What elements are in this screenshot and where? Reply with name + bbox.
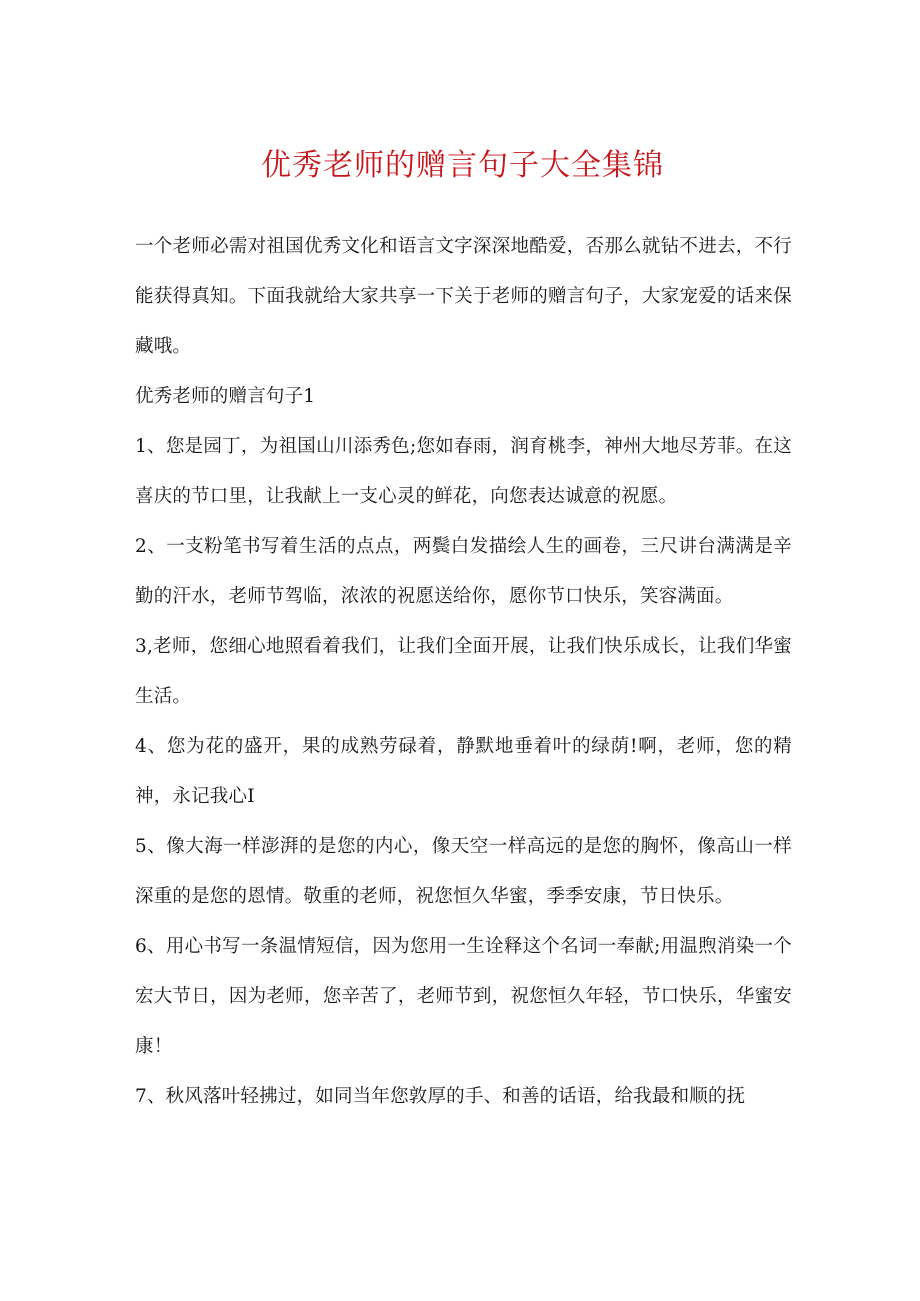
list-item-6: 6、用心书写一条温情短信，因为您用一生诠释这个名词一奉献;用温煦消染一个宏大节日，因为老师，您辛苦了，老师节到，祝您恒久年轻，节口快乐，华蜜安康！	[135, 936, 792, 1057]
page-title: 优秀老师的赠言句子大全集锦	[261, 148, 664, 183]
section-heading-1: 优秀老师的赠言句子1	[135, 386, 316, 407]
list-item-7: 7、秋风落叶轻拂过，如同当年您敦厚的手、和善的话语，给我最和顺的抚	[135, 1086, 746, 1107]
paragraph-intro: 一个老师必需对祖国优秀文化和语言文字深深地酷爱，否那么就钻不进去，不行能获得真知。下面我就给大家共享一下关于老师的赠言句子，大家宠爱的话来保藏哦。	[135, 236, 792, 357]
list-item-3: 3,老师，您细心地照看着我们，让我们全面开展，让我们快乐成长，让我们华蜜生活。	[135, 636, 792, 707]
list-item-1: 1、您是园丁，为祖国山川添秀色;您如春雨，润育桃李，神州大地尽芳菲。在这喜庆的节口里，让我献上一支心灵的鲜花，向您表达诚意的祝愿。	[135, 436, 792, 507]
list-item-4: 4、您为花的盛开，果的成熟劳碌着，静默地垂着叶的绿荫!啊，老师，您的精神，永记我心I	[135, 736, 792, 807]
list-item-5: 5、像大海一样澎湃的是您的内心，像天空一样高远的是您的胸怀，像高山一样深重的是您的恩情。敬重的老师，祝您恒久华蜜，季季安康，节日快乐。	[135, 836, 792, 907]
document-body	[135, 222, 792, 1122]
list-item-2: 2、一支粉笔书写着生活的点点，两鬓白发描绘人生的画卷，三尺讲台满满是辛勤的汗水，老师节驾临，浓浓的祝愿送给你，愿你节口快乐，笑容满面。	[135, 536, 792, 607]
